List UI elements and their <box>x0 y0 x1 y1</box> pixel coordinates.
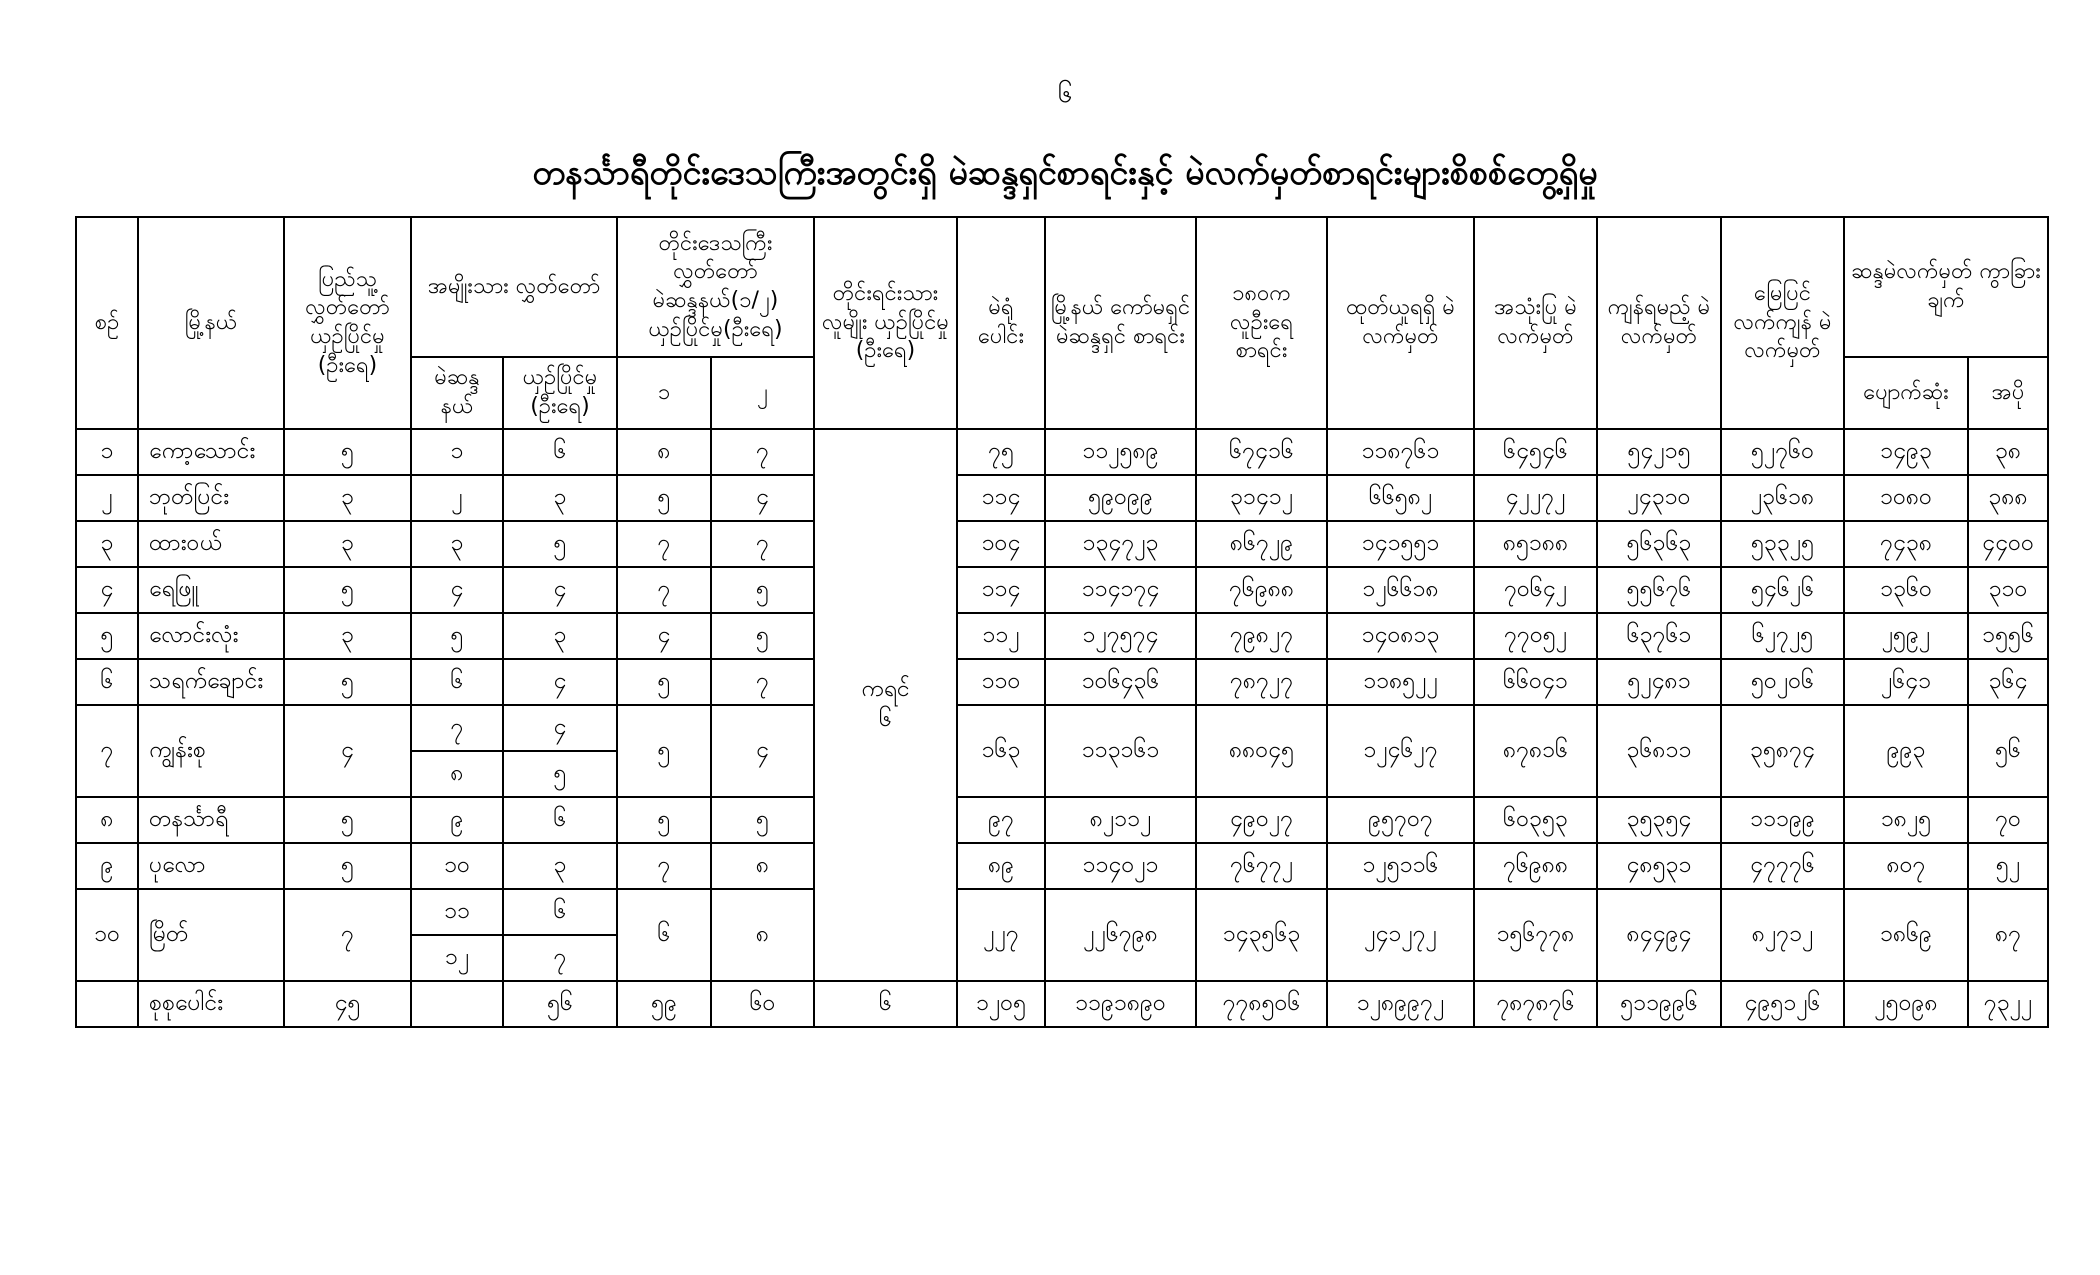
total-r1: ၅၉ <box>617 981 711 1027</box>
total-row <box>76 981 2048 1027</box>
row-used: ၇၀၆၄၂ <box>1474 567 1597 613</box>
row-amyotha-candidates: ၆ <box>503 889 617 935</box>
row-polling: ၁၁၂ <box>957 613 1045 659</box>
row-extra: ၁၅၅၆ <box>1968 613 2048 659</box>
row-township: ဘုတ်ပြင်း <box>138 475 284 521</box>
row-extra: ၃၆၄ <box>1968 659 2048 705</box>
header-township: မြို့နယ် <box>138 217 284 429</box>
row-amyotha-constituency: ၈ <box>411 751 503 797</box>
row-voters: ၁၁၃၁၆၁ <box>1045 705 1196 797</box>
ethnic-merged-cell <box>814 429 957 981</box>
table-row <box>76 567 2048 613</box>
row-printed: ၆၆၅၈၂ <box>1327 475 1474 521</box>
total-a_const <box>411 981 503 1027</box>
row-remaining: ၄၈၅၃၁ <box>1597 843 1721 889</box>
row-printed: ၁၁၈၅၂၂ <box>1327 659 1474 705</box>
row-missing: ၁၃၆၀ <box>1844 567 1968 613</box>
row-pyithu: ၇ <box>284 889 411 981</box>
row-used: ၆၄၅၄၆ <box>1474 429 1597 475</box>
row-no: ၄ <box>76 567 138 613</box>
table-row <box>76 521 2048 567</box>
row-remaining: ၅၄၂၁၅ <box>1597 429 1721 475</box>
row-pyithu: ၃ <box>284 475 411 521</box>
header-voters: မြို့နယ် ကော်မရှင် မဲဆန္ဒရှင် စာရင်း <box>1045 217 1196 429</box>
row-region-1: ၅ <box>617 659 711 705</box>
row-printed: ၁၂၄၆၂၇ <box>1327 705 1474 797</box>
row-remaining: ၂၄၃၁၀ <box>1597 475 1721 521</box>
row-region-2: ၈ <box>711 889 814 981</box>
row-amyotha-candidates: ၄ <box>503 659 617 705</box>
row-amyotha-constituency: ၄ <box>411 567 503 613</box>
row-voters: ၁၀၆၄၃၆ <box>1045 659 1196 705</box>
row-voters: ၁၂၇၅၇၄ <box>1045 613 1196 659</box>
row-no: ၂ <box>76 475 138 521</box>
row-extra: ၃၁၀ <box>1968 567 2048 613</box>
row-pyithu: ၅ <box>284 429 411 475</box>
row-polling: ၂၂၇ <box>957 889 1045 981</box>
row-region-1: ၅ <box>617 797 711 843</box>
row-extra: ၄၄၀၀ <box>1968 521 2048 567</box>
row-region-1: ၇ <box>617 567 711 613</box>
row-printed: ၁၂၆၆၁၈ <box>1327 567 1474 613</box>
total-remaining: ၅၁၁၉၉၆ <box>1597 981 1721 1027</box>
row-no: ၁၀ <box>76 889 138 981</box>
row-age18: ၆၇၄၁၆ <box>1196 429 1327 475</box>
total-a_cand: ၅၆ <box>503 981 617 1027</box>
row-actual: ၂၃၆၁၈ <box>1721 475 1844 521</box>
row-printed: ၁၂၅၁၁၆ <box>1327 843 1474 889</box>
row-printed: ၁၄၁၅၅၁ <box>1327 521 1474 567</box>
row-actual: ၅၃၃၂၅ <box>1721 521 1844 567</box>
header-actual-remaining: မြေပြင် လက်ကျန် မဲလက်မှတ် <box>1721 217 1844 429</box>
row-pyithu: ၅ <box>284 659 411 705</box>
row-region-1: ၇ <box>617 843 711 889</box>
header-age18: ၁၈ဝက လူဦးရေ စာရင်း <box>1196 217 1327 429</box>
row-amyotha-constituency: ၁၁ <box>411 889 503 935</box>
header-ethnic: တိုင်းရင်းသား လူမျိုး ယှဉ်ပြိုင်မှု (ဦးရေ) <box>814 217 957 429</box>
row-polling: ၇၅ <box>957 429 1045 475</box>
total-actual: ၄၉၅၁၂၆ <box>1721 981 1844 1027</box>
header-amyotha: အမျိုးသား လွှတ်တော် <box>411 217 617 357</box>
row-amyotha-constituency: ၁ <box>411 429 503 475</box>
row-actual: ၁၁၁၉၉ <box>1721 797 1844 843</box>
row-amyotha-constituency: ၁၂ <box>411 935 503 981</box>
row-amyotha-constituency: ၁၀ <box>411 843 503 889</box>
row-township: ပုလော <box>138 843 284 889</box>
row-voters: ၅၉၀၉၉ <box>1045 475 1196 521</box>
table-row <box>76 429 2048 475</box>
row-voters: ၁၁၄၀၂၁ <box>1045 843 1196 889</box>
row-amyotha-constituency: ၇ <box>411 705 503 751</box>
row-missing: ၁၈၂၅ <box>1844 797 1968 843</box>
row-township: ထားဝယ် <box>138 521 284 567</box>
row-amyotha-constituency: ၆ <box>411 659 503 705</box>
table-row <box>76 797 2048 843</box>
row-missing: ၂၆၄၁ <box>1844 659 1968 705</box>
row-township: တနင်္သာရီ <box>138 797 284 843</box>
row-township: မြိတ် <box>138 889 284 981</box>
header-region-1: ၁ <box>617 357 711 429</box>
total-pyithu: ၄၅ <box>284 981 411 1027</box>
ethnic-label: ကရင် <box>861 676 910 703</box>
row-amyotha-constituency: ၉ <box>411 797 503 843</box>
row-missing: ၇၄၃၈ <box>1844 521 1968 567</box>
row-actual: ၈၂၇၁၂ <box>1721 889 1844 981</box>
row-township: ကော့သောင်း <box>138 429 284 475</box>
row-amyotha-candidates: ၅ <box>503 751 617 797</box>
row-actual: ၃၅၈၇၄ <box>1721 705 1844 797</box>
row-age18: ၇၆၇၇၂ <box>1196 843 1327 889</box>
row-polling: ၁၁၄ <box>957 567 1045 613</box>
row-voters: ၂၂၆၇၉၈ <box>1045 889 1196 981</box>
row-amyotha-candidates: ၇ <box>503 935 617 981</box>
row-missing: ၉၉၃ <box>1844 705 1968 797</box>
row-polling: ၁၆၃ <box>957 705 1045 797</box>
row-printed: ၁၁၈၇၆၁ <box>1327 429 1474 475</box>
table-row <box>76 705 2048 751</box>
row-extra: ၇၀ <box>1968 797 2048 843</box>
row-missing: ၈၀၇ <box>1844 843 1968 889</box>
row-voters: ၁၁၂၅၈၉ <box>1045 429 1196 475</box>
header-amyotha-constituency: မဲဆန္ဒ နယ် <box>411 357 503 429</box>
row-age18: ၈၈၀၄၅ <box>1196 705 1327 797</box>
row-remaining: ၅၅၆၇၆ <box>1597 567 1721 613</box>
row-voters: ၁၃၄၇၂၃ <box>1045 521 1196 567</box>
header-pyithu: ပြည်သူ့ လွှတ်တော် ယှဉ်ပြိုင်မှု (ဦးရေ) <box>284 217 411 429</box>
row-amyotha-candidates: ၃ <box>503 475 617 521</box>
row-used: ၈၅၁၈၈ <box>1474 521 1597 567</box>
row-extra: ၃၈၈ <box>1968 475 2048 521</box>
row-age18: ၇၈၇၂၇ <box>1196 659 1327 705</box>
row-extra: ၅၂ <box>1968 843 2048 889</box>
total-voters: ၁၁၉၁၈၉၀ <box>1045 981 1196 1027</box>
total-extra: ၇၃၂၂ <box>1968 981 2048 1027</box>
header-remaining: ကျန်ရမည့် မဲလက်မှတ် <box>1597 217 1721 429</box>
row-no: ၆ <box>76 659 138 705</box>
row-extra: ၃၈ <box>1968 429 2048 475</box>
header-diff-missing: ပျောက်ဆုံး <box>1844 357 1968 429</box>
total-polling: ၁၂၀၅ <box>957 981 1045 1027</box>
row-region-2: ၄ <box>711 475 814 521</box>
row-used: ၆၆၀၄၁ <box>1474 659 1597 705</box>
row-age18: ၁၄၃၅၆၃ <box>1196 889 1327 981</box>
row-age18: ၄၉၀၂၇ <box>1196 797 1327 843</box>
header-region-2: ၂ <box>711 357 814 429</box>
table-row <box>76 843 2048 889</box>
row-extra: ၅၆ <box>1968 705 2048 797</box>
row-remaining: ၆၃၇၆၁ <box>1597 613 1721 659</box>
row-pyithu: ၅ <box>284 797 411 843</box>
row-amyotha-candidates: ၅ <box>503 521 617 567</box>
row-region-2: ၅ <box>711 613 814 659</box>
ballot-review-table <box>75 216 2049 1028</box>
total-missing: ၂၅၀၉၈ <box>1844 981 1968 1027</box>
row-missing: ၁၄၉၃ <box>1844 429 1968 475</box>
row-township: သရက်ချောင်း <box>138 659 284 705</box>
total-no <box>76 981 138 1027</box>
row-pyithu: ၃ <box>284 521 411 567</box>
row-amyotha-candidates: ၄ <box>503 567 617 613</box>
row-voters: ၁၁၄၁၇၄ <box>1045 567 1196 613</box>
row-used: ၁၅၆၇၇၈ <box>1474 889 1597 981</box>
header-printed: ထုတ်ယူရရှိ မဲလက်မှတ် <box>1327 217 1474 429</box>
total-printed: ၁၂၈၉၉၇၂ <box>1327 981 1474 1027</box>
ethnic-count: ၆ <box>879 706 892 732</box>
header-diff-extra: အပို <box>1968 357 2048 429</box>
row-no: ၃ <box>76 521 138 567</box>
row-age18: ၇၉၈၂၇ <box>1196 613 1327 659</box>
table-row <box>76 475 2048 521</box>
row-region-1: ၈ <box>617 429 711 475</box>
row-amyotha-constituency: ၂ <box>411 475 503 521</box>
row-amyotha-constituency: ၃ <box>411 521 503 567</box>
row-pyithu: ၅ <box>284 567 411 613</box>
row-actual: ၄၇၇၇၆ <box>1721 843 1844 889</box>
row-printed: ၁၄၀၈၁၃ <box>1327 613 1474 659</box>
row-region-1: ၇ <box>617 521 711 567</box>
row-no: ၁ <box>76 429 138 475</box>
row-region-2: ၅ <box>711 567 814 613</box>
table-row <box>76 889 2048 935</box>
row-printed: ၉၅၇၀၇ <box>1327 797 1474 843</box>
table-body <box>76 429 2048 1027</box>
row-actual: ၆၂၇၂၅ <box>1721 613 1844 659</box>
row-polling: ၁၁၄ <box>957 475 1045 521</box>
row-no: ၅ <box>76 613 138 659</box>
header-no: စဉ် <box>76 217 138 429</box>
header-used: အသုံးပြု မဲလက်မှတ် <box>1474 217 1597 429</box>
row-pyithu: ၅ <box>284 843 411 889</box>
row-region-2: ၇ <box>711 429 814 475</box>
row-pyithu: ၃ <box>284 613 411 659</box>
total-ethnic: ၆ <box>814 981 957 1027</box>
row-actual: ၅၀၂၀၆ <box>1721 659 1844 705</box>
row-polling: ၁၀၄ <box>957 521 1045 567</box>
row-region-2: ၅ <box>711 797 814 843</box>
row-township: ရေဖြူ <box>138 567 284 613</box>
row-used: ၆၀၃၅၃ <box>1474 797 1597 843</box>
row-region-1: ၅ <box>617 475 711 521</box>
row-age18: ၃၁၄၁၂ <box>1196 475 1327 521</box>
total-age18: ၇၇၈၅၀၆ <box>1196 981 1327 1027</box>
row-age18: ၇၆၉၈၈ <box>1196 567 1327 613</box>
row-township: လောင်းလုံး <box>138 613 284 659</box>
row-pyithu: ၄ <box>284 705 411 797</box>
row-no: ၇ <box>76 705 138 797</box>
row-used: ၇၇၀၅၂ <box>1474 613 1597 659</box>
header-amyotha-candidates: ယှဉ်ပြိုင်မှု (ဦးရေ) <box>503 357 617 429</box>
row-used: ၈၇၈၁၆ <box>1474 705 1597 797</box>
row-region-1: ၅ <box>617 705 711 797</box>
header-region: တိုင်းဒေသကြီး လွှတ်တော် မဲဆန္ဒနယ်(၁/၂) ယှဉ်ပြိုင်မှု(ဦးရေ) <box>617 217 814 357</box>
total-used: ၇၈၇၈၇၆ <box>1474 981 1597 1027</box>
row-amyotha-candidates: ၆ <box>503 797 617 843</box>
row-extra: ၈၇ <box>1968 889 2048 981</box>
row-remaining: ၈၄၄၉၄ <box>1597 889 1721 981</box>
row-polling: ၁၁၀ <box>957 659 1045 705</box>
row-amyotha-candidates: ၃ <box>503 843 617 889</box>
row-region-2: ၈ <box>711 843 814 889</box>
row-used: ၄၂၂၇၂ <box>1474 475 1597 521</box>
row-amyotha-candidates: ၃ <box>503 613 617 659</box>
row-no: ၉ <box>76 843 138 889</box>
page-title: တနင်္သာရီတိုင်းဒေသကြီးအတွင်းရှိ မဲဆန္ဒရှင်စာရင်းနှင့် မဲလက်မှတ်စာရင်းများစိစစ်တွေ့ရှိမှု <box>532 153 1598 193</box>
header-polling: မဲရုံ ပေါင်း <box>957 217 1045 429</box>
row-region-1: ၄ <box>617 613 711 659</box>
row-region-1: ၆ <box>617 889 711 981</box>
row-printed: ၂၄၁၂၇၂ <box>1327 889 1474 981</box>
total-label: စုစုပေါင်း <box>138 981 284 1027</box>
row-no: ၈ <box>76 797 138 843</box>
row-missing: ၂၅၉၂ <box>1844 613 1968 659</box>
row-polling: ၉၇ <box>957 797 1045 843</box>
row-amyotha-candidates: ၆ <box>503 429 617 475</box>
total-r2: ၆၀ <box>711 981 814 1027</box>
header-diff: ဆန္ဒမဲလက်မှတ် ကွာခြားချက် <box>1844 217 2048 357</box>
table-row <box>76 613 2048 659</box>
row-missing: ၁၈၆၉ <box>1844 889 1968 981</box>
row-missing: ၁၀၈၀ <box>1844 475 1968 521</box>
row-region-2: ၄ <box>711 705 814 797</box>
row-voters: ၈၂၁၁၂ <box>1045 797 1196 843</box>
row-age18: ၈၆၇၂၉ <box>1196 521 1327 567</box>
row-remaining: ၃၆၈၁၁ <box>1597 705 1721 797</box>
row-actual: ၅၂၇၆၀ <box>1721 429 1844 475</box>
row-township: ကျွန်းစု <box>138 705 284 797</box>
row-amyotha-candidates: ၄ <box>503 705 617 751</box>
row-remaining: ၅၂၄၈၁ <box>1597 659 1721 705</box>
row-polling: ၈၉ <box>957 843 1045 889</box>
row-remaining: ၅၆၃၆၃ <box>1597 521 1721 567</box>
page-number: ၆ <box>1057 79 1073 109</box>
row-region-2: ၇ <box>711 521 814 567</box>
row-used: ၇၆၉၈၈ <box>1474 843 1597 889</box>
row-region-2: ၇ <box>711 659 814 705</box>
row-actual: ၅၄၆၂၆ <box>1721 567 1844 613</box>
row-remaining: ၃၅၃၅၄ <box>1597 797 1721 843</box>
table-row <box>76 659 2048 705</box>
row-amyotha-constituency: ၅ <box>411 613 503 659</box>
